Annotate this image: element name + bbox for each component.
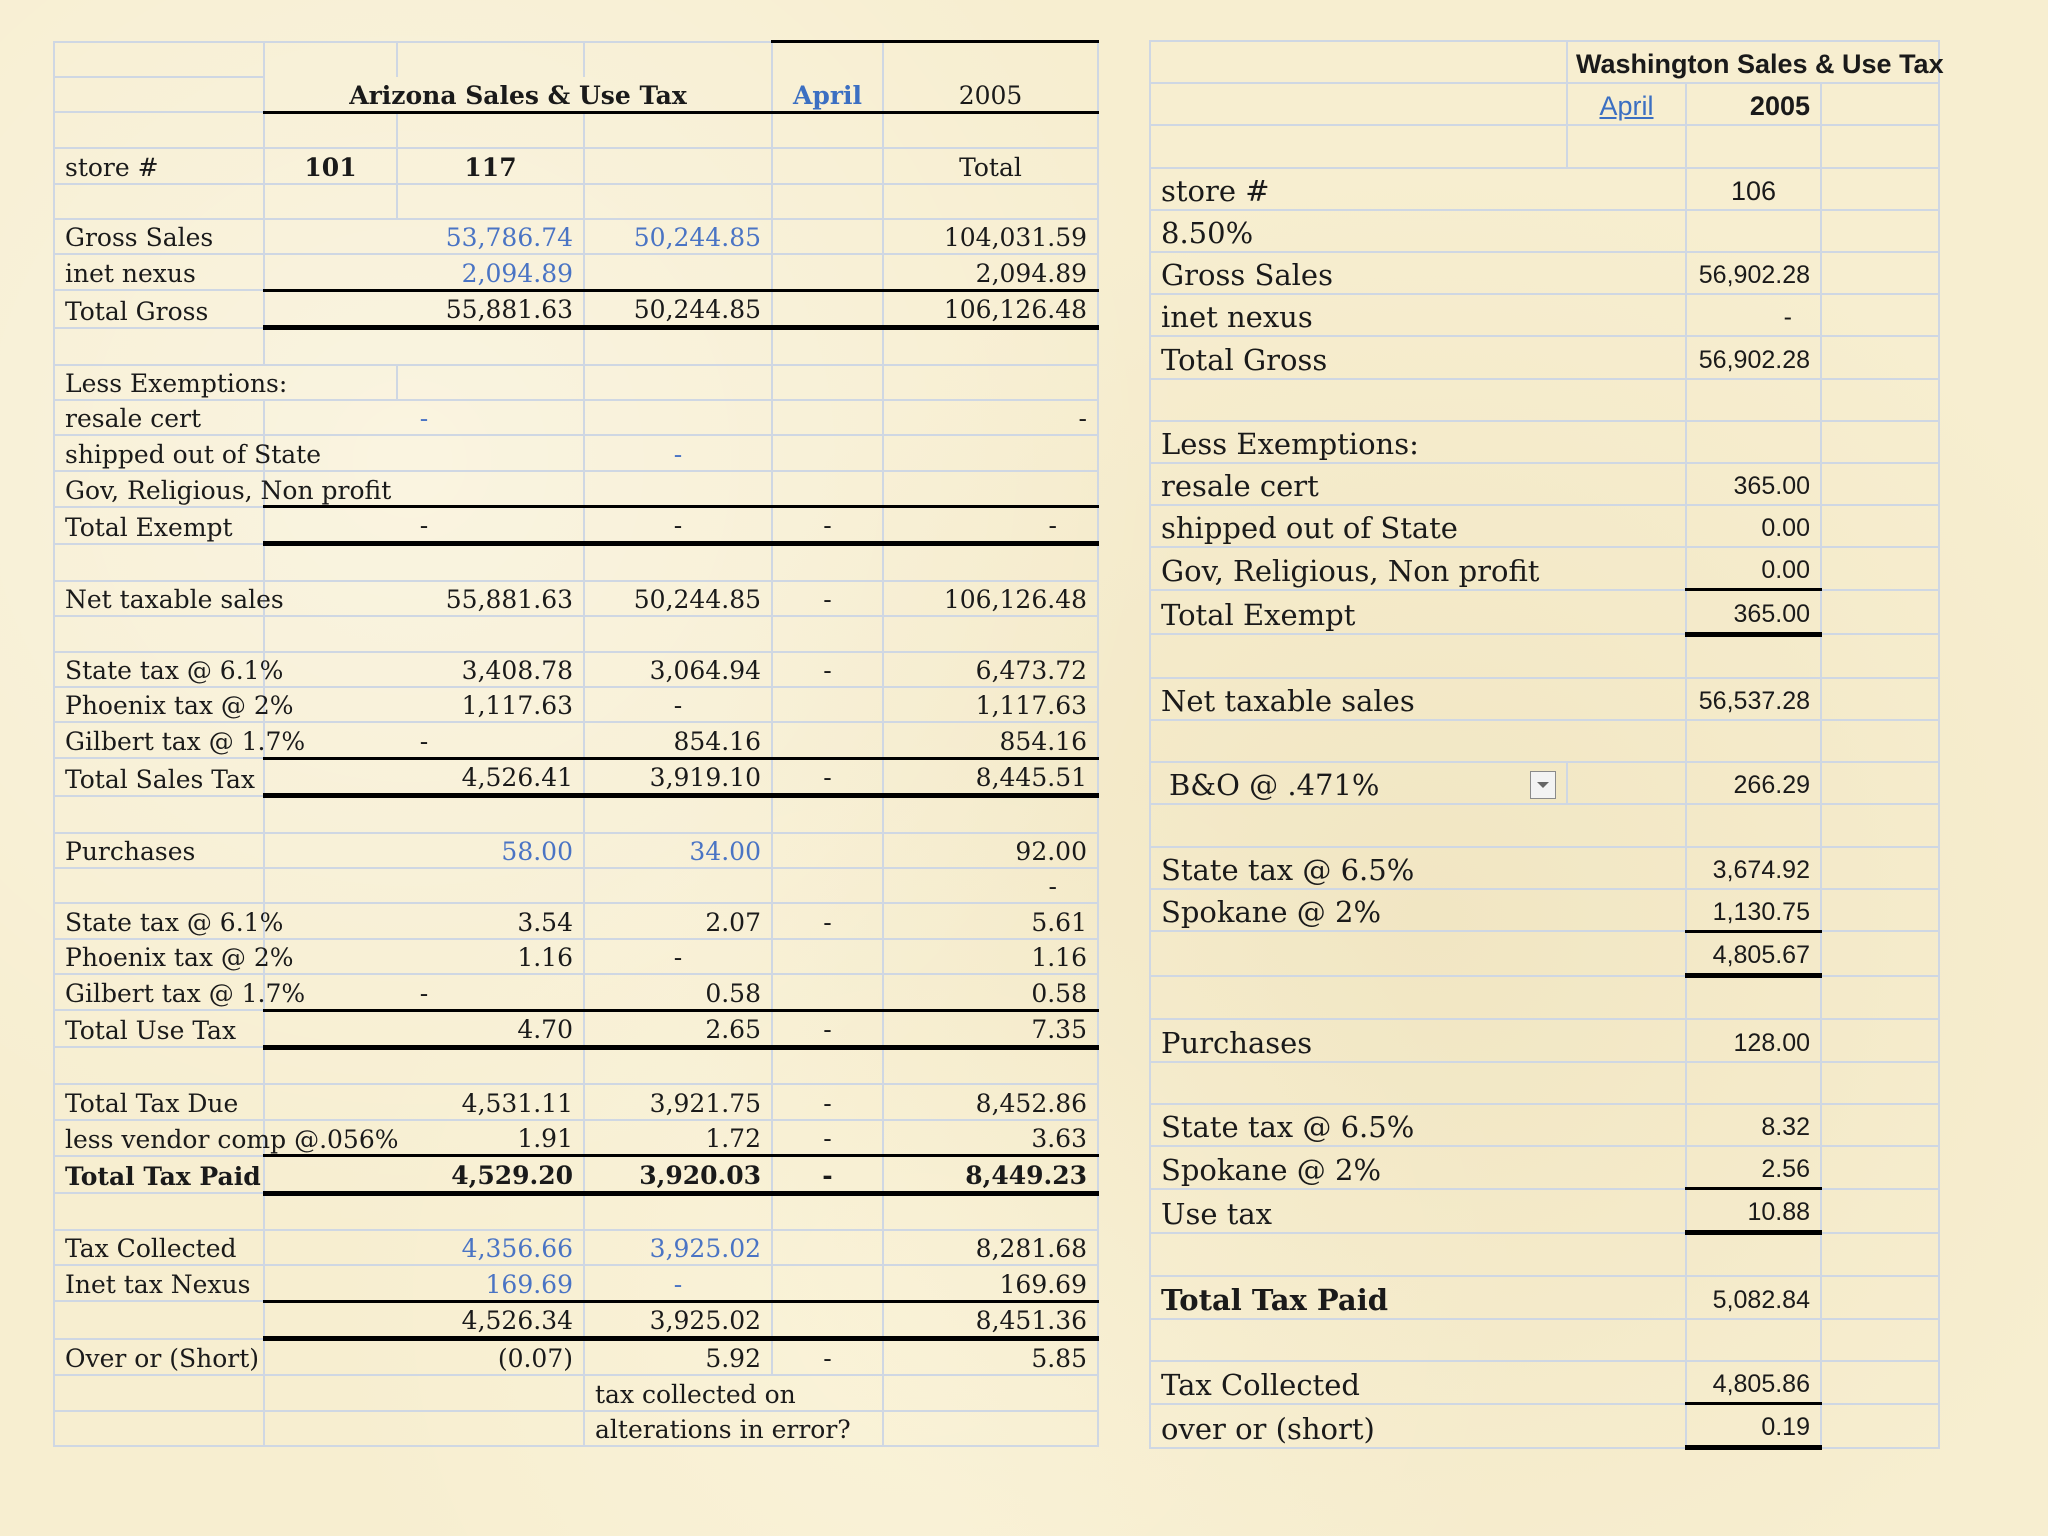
row-label[interactable]: shipped out of State (1150, 505, 1686, 547)
az-row-total-exempt (54, 507, 1098, 544)
cell-blank[interactable] (772, 290, 883, 327)
cell-total[interactable]: 3.63 (883, 1120, 1098, 1156)
wa-row-less-exemptions (1150, 421, 1939, 463)
az-row-shipped-out (54, 435, 1098, 470)
row-label[interactable]: Total Sales Tax (54, 758, 264, 795)
row-label[interactable]: Gross Sales (1150, 252, 1686, 294)
cell-value[interactable]: 4,805.86 (1686, 1361, 1821, 1404)
cell-value[interactable]: 266.29 (1686, 762, 1821, 804)
store-117-header[interactable]: 117 (397, 148, 584, 183)
store-101-header[interactable]: 101 (264, 148, 397, 183)
wa-row-sales-subtotal (1150, 931, 1939, 975)
row-label[interactable] (54, 1301, 264, 1338)
cell-blank[interactable] (772, 974, 883, 1010)
row-label[interactable]: Phoenix tax @ 2% (54, 939, 264, 974)
cell-total[interactable]: 1.16 (883, 939, 1098, 974)
row-label[interactable]: Spokane @ 2% (1150, 1146, 1686, 1189)
cell-117[interactable] (584, 254, 772, 290)
cell-101[interactable]: 1.91 (264, 1120, 584, 1156)
cell-total[interactable]: 106,126.48 (883, 581, 1098, 616)
row-label[interactable]: State tax @ 6.1% (54, 903, 264, 938)
az-row-phoenix-tax (54, 687, 1098, 722)
cell-101[interactable]: 55,881.63 (264, 581, 584, 616)
cell-value[interactable]: 8.32 (1686, 1104, 1821, 1146)
row-label[interactable]: resale cert (54, 400, 264, 435)
cell-blank[interactable] (772, 1265, 883, 1301)
row-label[interactable]: Tax Collected (1150, 1361, 1686, 1404)
cell-blank[interactable] (772, 471, 883, 507)
row-label[interactable]: Spokane @ 2% (1150, 889, 1686, 932)
cell-blank[interactable]: - (772, 507, 883, 544)
az-row-inet-tax-nexus (54, 1265, 1098, 1301)
row-label[interactable]: Purchases (1150, 1019, 1686, 1061)
bo-cell[interactable] (1150, 762, 1567, 804)
row-label[interactable]: Total Gross (54, 290, 264, 327)
az-row-use-state-tax (54, 903, 1098, 938)
cell-117[interactable]: 3,064.94 (584, 652, 772, 687)
cell-blank[interactable] (772, 1230, 883, 1265)
cell-total[interactable]: 92.00 (883, 833, 1098, 868)
row-label[interactable]: State tax @ 6.5% (1150, 1104, 1686, 1146)
cell-117[interactable]: 50,244.85 (584, 290, 772, 327)
row-label[interactable]: Total Gross (1150, 336, 1686, 378)
cell-blank[interactable]: - (772, 581, 883, 616)
wa-row-inet-nexus (1150, 294, 1939, 336)
cell-value[interactable]: 2.56 (1686, 1146, 1821, 1189)
az-row-resale-cert (54, 400, 1098, 435)
cell-117[interactable]: 1.72 (584, 1120, 772, 1156)
cell-117[interactable]: 2.07 (584, 903, 772, 938)
cell-value[interactable]: 0.19 (1686, 1404, 1821, 1448)
store-label[interactable]: store # (54, 148, 264, 183)
cell-blank[interactable]: - (772, 1120, 883, 1156)
az-row-collected-sum (54, 1301, 1098, 1338)
arizona-store-row (54, 148, 1098, 183)
cell-total[interactable] (883, 435, 1098, 470)
cell-total[interactable]: 5.61 (883, 903, 1098, 938)
washington-year[interactable]: 2005 (1686, 83, 1821, 125)
cell-total[interactable]: 7.35 (883, 1010, 1098, 1047)
alterations-note-line-1[interactable]: tax collected on (584, 1375, 883, 1410)
row-label[interactable]: State tax @ 6.1% (54, 652, 264, 687)
cell-101[interactable]: 3,408.78 (264, 652, 584, 687)
cell-117[interactable]: 3,925.02 (584, 1230, 772, 1265)
cell-blank[interactable]: - (772, 1156, 883, 1193)
wa-row-gov-religious (1150, 547, 1939, 590)
row-label[interactable]: Purchases (54, 833, 264, 868)
wa-row-spokane (1150, 889, 1939, 932)
az-row-gov-religious (54, 471, 1098, 507)
wa-row-gross-sales (1150, 252, 1939, 294)
cell-value[interactable]: 56,537.28 (1686, 678, 1821, 720)
cell-total[interactable]: 2,094.89 (883, 254, 1098, 290)
cell-total[interactable]: 8,281.68 (883, 1230, 1098, 1265)
cell-blank[interactable]: - (772, 652, 883, 687)
cell-101[interactable]: 4,531.11 (264, 1084, 584, 1119)
cell-total[interactable]: 169.69 (883, 1265, 1098, 1301)
cell-total[interactable]: 854.16 (883, 722, 1098, 758)
arizona-year[interactable]: 2005 (883, 77, 1098, 112)
cell-value[interactable]: 3,674.92 (1686, 847, 1821, 889)
cell-blank[interactable] (772, 254, 883, 290)
cell-117[interactable]: 2.65 (584, 1010, 772, 1047)
cell-101[interactable]: - (264, 400, 584, 435)
cell-blank[interactable] (772, 435, 883, 470)
cell-blank[interactable] (772, 833, 883, 868)
cell-117[interactable]: - (584, 687, 772, 722)
cell-101[interactable]: 1,117.63 (264, 687, 584, 722)
cell-value[interactable]: 365.00 (1686, 590, 1821, 634)
row-label[interactable]: Net taxable sales (1150, 678, 1686, 720)
cell-value[interactable]: 0.00 (1686, 505, 1821, 547)
row-label[interactable]: over or (short) (1150, 1404, 1686, 1448)
cell-101[interactable]: 3.54 (264, 903, 584, 938)
wa-row-shipped-out (1150, 505, 1939, 547)
az-row-over-short (54, 1339, 1098, 1376)
cell-value[interactable]: 0.00 (1686, 547, 1821, 590)
az-row-state-tax (54, 652, 1098, 687)
wa-row-use-spokane (1150, 1146, 1939, 1189)
row-label[interactable]: Gross Sales (54, 219, 264, 254)
arizona-title[interactable]: Arizona Sales & Use Tax (264, 77, 772, 112)
cell-117[interactable]: - (584, 507, 772, 544)
az-row-total-gross (54, 290, 1098, 327)
az-row-less-exemptions (54, 365, 1098, 400)
cell-117[interactable]: 3,925.02 (584, 1301, 772, 1338)
wa-row-over-short (1150, 1404, 1939, 1448)
row-label[interactable]: inet nexus (54, 254, 264, 290)
az-row-use-gilbert-tax (54, 974, 1098, 1010)
wa-row-state-tax (1150, 847, 1939, 889)
wa-row-net-taxable (1150, 678, 1939, 720)
az-row-total-sales-tax (54, 758, 1098, 795)
cell-total[interactable]: 104,031.59 (883, 219, 1098, 254)
cell-117[interactable]: 854.16 (584, 722, 772, 758)
row-label[interactable]: Gov, Religious, Non profit (1150, 547, 1686, 590)
cell-101[interactable]: 4,529.20 (264, 1156, 584, 1193)
arizona-sheet (53, 40, 1099, 1447)
az-row-use-phoenix-tax (54, 939, 1098, 974)
cell-117[interactable]: 3,920.03 (584, 1156, 772, 1193)
cell-117[interactable] (584, 400, 772, 435)
row-label[interactable]: Less Exemptions: (54, 365, 397, 400)
az-row-tax-collected (54, 1230, 1098, 1265)
az-row-total-tax-paid (54, 1156, 1098, 1193)
cell-117[interactable]: - (584, 435, 772, 470)
cell-value[interactable]: 10.88 (1686, 1189, 1821, 1233)
cell-blank[interactable]: - (772, 1010, 883, 1047)
cell-117[interactable]: 50,244.85 (584, 219, 772, 254)
cell-101[interactable]: - (264, 507, 584, 544)
row-label[interactable]: Gilbert tax @ 1.7% (54, 974, 264, 1010)
az-row-gilbert-tax (54, 722, 1098, 758)
az-row-vendor-comp (54, 1120, 1098, 1156)
cell-117[interactable]: 5.92 (584, 1339, 772, 1376)
cell-value[interactable]: 4,805.67 (1686, 931, 1821, 975)
cell-101[interactable]: 2,094.89 (264, 254, 584, 290)
az-row-net-taxable (54, 581, 1098, 616)
cell-117[interactable]: 0.58 (584, 974, 772, 1010)
az-row-gross-sales (54, 219, 1098, 254)
cell-total[interactable]: 8,449.23 (883, 1156, 1098, 1193)
row-label[interactable]: Use tax (1150, 1189, 1686, 1233)
cell-117[interactable]: 50,244.85 (584, 581, 772, 616)
cell-total[interactable]: 8,452.86 (883, 1084, 1098, 1119)
cell-value[interactable]: 5,082.84 (1686, 1276, 1821, 1318)
row-label[interactable]: Total Exempt (1150, 590, 1686, 634)
wa-row-total-tax-paid (1150, 1276, 1939, 1318)
row-label[interactable]: shipped out of State (54, 435, 264, 470)
wa-row-use-state-tax (1150, 1104, 1939, 1146)
cell-blank[interactable] (772, 219, 883, 254)
cell-101[interactable]: 55,881.63 (264, 290, 584, 327)
cell-value[interactable]: 1,130.75 (1686, 889, 1821, 932)
wa-row-total-exempt (1150, 590, 1939, 634)
cell-101[interactable]: 1.16 (264, 939, 584, 974)
cell-101[interactable]: 4.70 (264, 1010, 584, 1047)
wa-row-purchases (1150, 1019, 1939, 1061)
row-label[interactable]: resale cert (1150, 463, 1686, 505)
row-label[interactable]: Inet tax Nexus (54, 1265, 264, 1301)
cell-101[interactable]: - (264, 722, 584, 758)
cell-value[interactable]: 128.00 (1686, 1019, 1821, 1061)
cell-blank[interactable] (772, 400, 883, 435)
row-label[interactable]: Total Exempt (54, 507, 264, 544)
cell-117[interactable] (584, 471, 772, 507)
wa-row-resale-cert (1150, 463, 1939, 505)
washington-sheet (1149, 40, 1944, 1450)
cell-total[interactable]: - (883, 868, 1098, 903)
store-label[interactable]: store # (1150, 168, 1686, 210)
alterations-note-line-2[interactable]: alterations in error? (584, 1411, 883, 1446)
row-label[interactable]: Tax Collected (54, 1230, 264, 1265)
cell-101[interactable]: 169.69 (264, 1265, 584, 1301)
wa-row-tax-collected (1150, 1361, 1939, 1404)
total-header[interactable]: Total (883, 148, 1098, 183)
cell-101[interactable]: (0.07) (264, 1339, 584, 1376)
cell-total[interactable]: 6,473.72 (883, 652, 1098, 687)
washington-title[interactable]: Washington Sales & Use Tax (1567, 41, 1939, 83)
cell-total[interactable]: - (883, 400, 1098, 435)
row-label[interactable]: Total Tax Due (54, 1084, 264, 1119)
combined-rate[interactable]: 8.50% (1150, 210, 1686, 252)
cell-total[interactable]: - (883, 507, 1098, 544)
cell-total[interactable]: 8,445.51 (883, 758, 1098, 795)
az-row-total-use-tax (54, 1010, 1098, 1047)
washington-month[interactable]: April (1567, 83, 1686, 125)
az-note-row-1 (54, 1375, 1098, 1410)
cell-blank[interactable] (772, 722, 883, 758)
cell-value[interactable]: - (1686, 294, 1821, 336)
wa-row-total-gross (1150, 336, 1939, 378)
row-label[interactable]: Phoenix tax @ 2% (54, 687, 264, 722)
cell-101[interactable]: 53,786.74 (264, 219, 584, 254)
cell-blank[interactable] (772, 939, 883, 974)
cell-117[interactable]: 3,921.75 (584, 1084, 772, 1119)
row-label: B&O @ .471% (1169, 768, 1380, 803)
cell-101[interactable]: 4,526.34 (264, 1301, 584, 1338)
cell-total[interactable]: 1,117.63 (883, 687, 1098, 722)
az-row-purchases (54, 833, 1098, 868)
az-note-row-2 (54, 1411, 1098, 1446)
cell-blank[interactable]: - (772, 758, 883, 795)
wa-row-use-tax (1150, 1189, 1939, 1233)
row-label[interactable]: Gilbert tax @ 1.7% (54, 722, 264, 758)
store-106-header[interactable]: 106 (1686, 168, 1821, 210)
row-label[interactable]: Total Use Tax (54, 1010, 264, 1047)
row-label[interactable]: Total Tax Paid (1150, 1276, 1686, 1318)
row-label[interactable]: Over or (Short) (54, 1339, 264, 1376)
row-label[interactable]: Gov, Religious, Non profit (54, 471, 264, 507)
az-row-total-tax-due (54, 1084, 1098, 1119)
cell-value[interactable]: 56,902.28 (1686, 252, 1821, 294)
row-label[interactable]: inet nexus (1150, 294, 1686, 336)
arizona-month[interactable]: April (772, 77, 883, 112)
cell-blank[interactable] (772, 1301, 883, 1338)
cell-117[interactable]: 3,919.10 (584, 758, 772, 795)
row-label[interactable]: Total Tax Paid (54, 1156, 264, 1193)
cell-value[interactable]: 56,902.28 (1686, 336, 1821, 378)
cell-blank[interactable] (772, 687, 883, 722)
wa-row-rate (1150, 210, 1939, 252)
wa-row-bo (1150, 762, 1939, 804)
row-label[interactable]: State tax @ 6.5% (1150, 847, 1686, 889)
cell-117[interactable]: 34.00 (584, 833, 772, 868)
cell-101[interactable]: 4,356.66 (264, 1230, 584, 1265)
cell-101[interactable]: - (264, 974, 584, 1010)
wa-row-store (1150, 168, 1939, 210)
cell-101[interactable]: 4,526.41 (264, 758, 584, 795)
cell-blank[interactable]: - (772, 1084, 883, 1119)
row-label[interactable]: Less Exemptions: (1150, 421, 1686, 463)
cell-total[interactable] (883, 471, 1098, 507)
az-row-inet-nexus (54, 254, 1098, 290)
cell-blank[interactable]: - (772, 1339, 883, 1376)
az-row-purchases-extra (54, 868, 1098, 903)
cell-117[interactable]: - (584, 939, 772, 974)
cell-value[interactable]: 365.00 (1686, 463, 1821, 505)
cell-blank[interactable]: - (772, 903, 883, 938)
row-label[interactable]: Net taxable sales (54, 581, 264, 616)
cell-total[interactable]: 5.85 (883, 1339, 1098, 1376)
row-label[interactable]: less vendor comp @.056% (54, 1120, 264, 1156)
cell-117[interactable]: - (584, 1265, 772, 1301)
cell-total[interactable]: 0.58 (883, 974, 1098, 1010)
dropdown-arrow-icon[interactable] (1530, 771, 1556, 799)
cell-total[interactable]: 8,451.36 (883, 1301, 1098, 1338)
cell-101[interactable]: 58.00 (264, 833, 584, 868)
cell-total[interactable]: 106,126.48 (883, 290, 1098, 327)
